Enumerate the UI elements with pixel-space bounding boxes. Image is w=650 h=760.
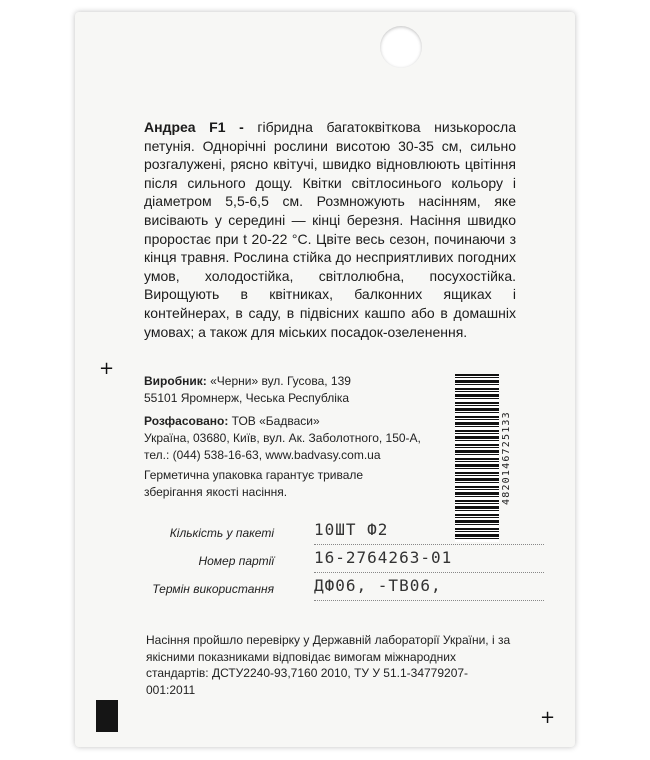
field-quantity-label: Кількість у пакеті: [169, 526, 274, 540]
note-line2: зберігання якості насіння.: [144, 484, 288, 499]
packer-line2: Україна, 03680, Київ, вул. Ак. Заболотного, 150-А,: [144, 430, 421, 445]
field-batch-label: Номер партії: [198, 554, 274, 568]
producer-line1: «Черни» вул. Гусова, 139: [210, 374, 351, 388]
packer-info: [144, 413, 444, 463]
field-batch: [144, 548, 564, 574]
note-line1: Герметична упаковка гарантує тривале: [144, 468, 364, 482]
field-expiry-line: [314, 600, 544, 601]
barcode-bars: [455, 374, 499, 542]
packer-label: Розфасовано:: [144, 414, 229, 428]
field-quantity-value: 10ШТ Ф2: [314, 520, 389, 539]
certification-text: Насіння пройшло перевірку у Державній лабораторії України, і за якісними показниками відповідає вимогам міжнародних стандартів: ДСТУ2240-93,7160 2010, ТУ У 51.1-34779207-001:2011: [146, 633, 511, 697]
field-expiry-value: ДФ06, -ТВ06,: [314, 576, 442, 595]
registration-mark: [96, 700, 118, 732]
certification-footer: [146, 632, 511, 698]
packer-line1: ТОВ «Бадваси»: [231, 414, 320, 428]
crop-mark-icon: +: [99, 358, 115, 379]
field-quantity-line: [314, 544, 544, 545]
barcode: [455, 374, 515, 542]
product-description: [144, 118, 516, 341]
field-quantity: [144, 520, 564, 546]
packaging-note: [144, 467, 444, 501]
hang-hole: [380, 26, 422, 68]
packer-line3: тел.: (044) 538-16-63, www.badvasy.com.ua: [144, 447, 381, 462]
field-expiry-label: Термін використання: [152, 582, 274, 596]
producer-label: Виробник:: [144, 374, 207, 388]
field-expiry: [144, 576, 564, 602]
producer-line2: 55101 Яромнерж, Чеська Республіка: [144, 390, 350, 405]
product-name: Андреа F1 -: [144, 119, 244, 135]
producer-info: [144, 373, 434, 407]
crop-mark-icon: +: [540, 707, 556, 728]
field-batch-value: 16-2764263-01: [314, 548, 453, 567]
product-description-text: гібридна багатоквіткова низькоросла петунія. Однорічні рослини висотою 30-35 см, сильно розгалужені, рясно квітучі, швидко відновлюють цвітіння після сильного дощу. Квітки світлосинього кольору і діаметром 5,5-6,5 см. Розмножують насінням, яке висівають у середині — кінці березня. Насіння швидко проростає при t 20-22 °С. Цвіте весь сезон, починаючи з кінця травня. Рослина стійка до несприятливих погодних умов, холодостійка, світлолюбна, посухостійка. Вирощують в квітниках, балконних ящиках і контейнерах, в саду, в підвісних кашпо або в домашніх умовах; а також для міських посадок-озеленення.: [144, 119, 516, 340]
barcode-digits: 4820146725133: [501, 411, 512, 505]
field-batch-line: [314, 572, 544, 573]
